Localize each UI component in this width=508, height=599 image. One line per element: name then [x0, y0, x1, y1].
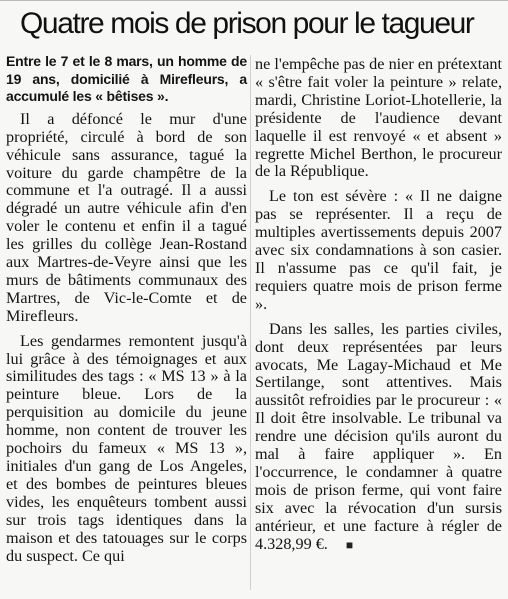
- article-column-right: [255, 56, 502, 561]
- article-paragraph-last: [255, 321, 502, 555]
- end-of-article-mark: ■: [345, 537, 354, 552]
- article-lead: Entre le 7 et le 8 mars, un homme de 19 ans, domicilié à Mirefleurs, a accumulé les « bêtises ».: [6, 53, 247, 105]
- article-paragraph: Il a défoncé le mur d'une propriété, circulé à bord de son véhicule sans assurance, tagué la voiture du garde champêtre de la commune et l'a outragé. Il a aussi dégradé un autre véhicule afin d'en voler le contenu et enfin il a tagué les grilles du collège Jean-Rostand aux Martres-de-Veyre ainsi que les murs de bâtiments communaux des Martres, de Vic-le-Comte et de Mirefleurs.: [6, 109, 247, 325]
- article-paragraph: Les gendarmes remontent jusqu'à lui grâce à des témoignages et aux similitudes des tags : « MS 13 » à la peinture bleue. Lors de la perquisition au domicile du jeune homme, non content de trouver les pochoirs du fameux « MS 13 », initiales d'un gang de Los Angeles, et des bombes de peintures bleues vides, les enquêteurs tombent aussi sur trois tags identiques dans la maison et des tatouages sur le corps du suspect. Ce qui: [6, 331, 247, 565]
- article-headline: Quatre mois de prison pour le tagueur: [20, 7, 474, 40]
- article-paragraph: ne l'empêche pas de nier en prétextant « s'être fait voler la peinture » relate, mardi, Christine Loriot-Lhotellerie, la présidente de l'audience devant laquelle il est renvoyé « et absent » regrette Michel Berthon, le procureur de la République.: [255, 55, 502, 181]
- article-paragraph: Le ton est sévère : « Il ne daigne pas se représenter. Il a reçu de multiples avertissements depuis 2007 avec six condamnations à son casier. Il n'assume pas ce qu'il fait, je requiers quatre mois de prison ferme ».: [255, 187, 502, 313]
- article-column-left: [6, 53, 247, 572]
- column-divider: [250, 55, 251, 590]
- article-paragraph-text: Dans les salles, les parties civiles, dont deux représentées par leurs avocats, Me Lagay-Michaud et Me Sertilange, sont attentives. Mais aussitôt refroidies par le procureur : « Il doit être insolvable. Le tribunal va rendre une décision qu'ils auront du mal à faire appliquer ». En l'occurrence, le condamner à quatre mois de prison ferme, qui vont faire six avec la révocation d'un sursis antérieur, et une facture à régler de 4.328,99 €.: [255, 319, 502, 553]
